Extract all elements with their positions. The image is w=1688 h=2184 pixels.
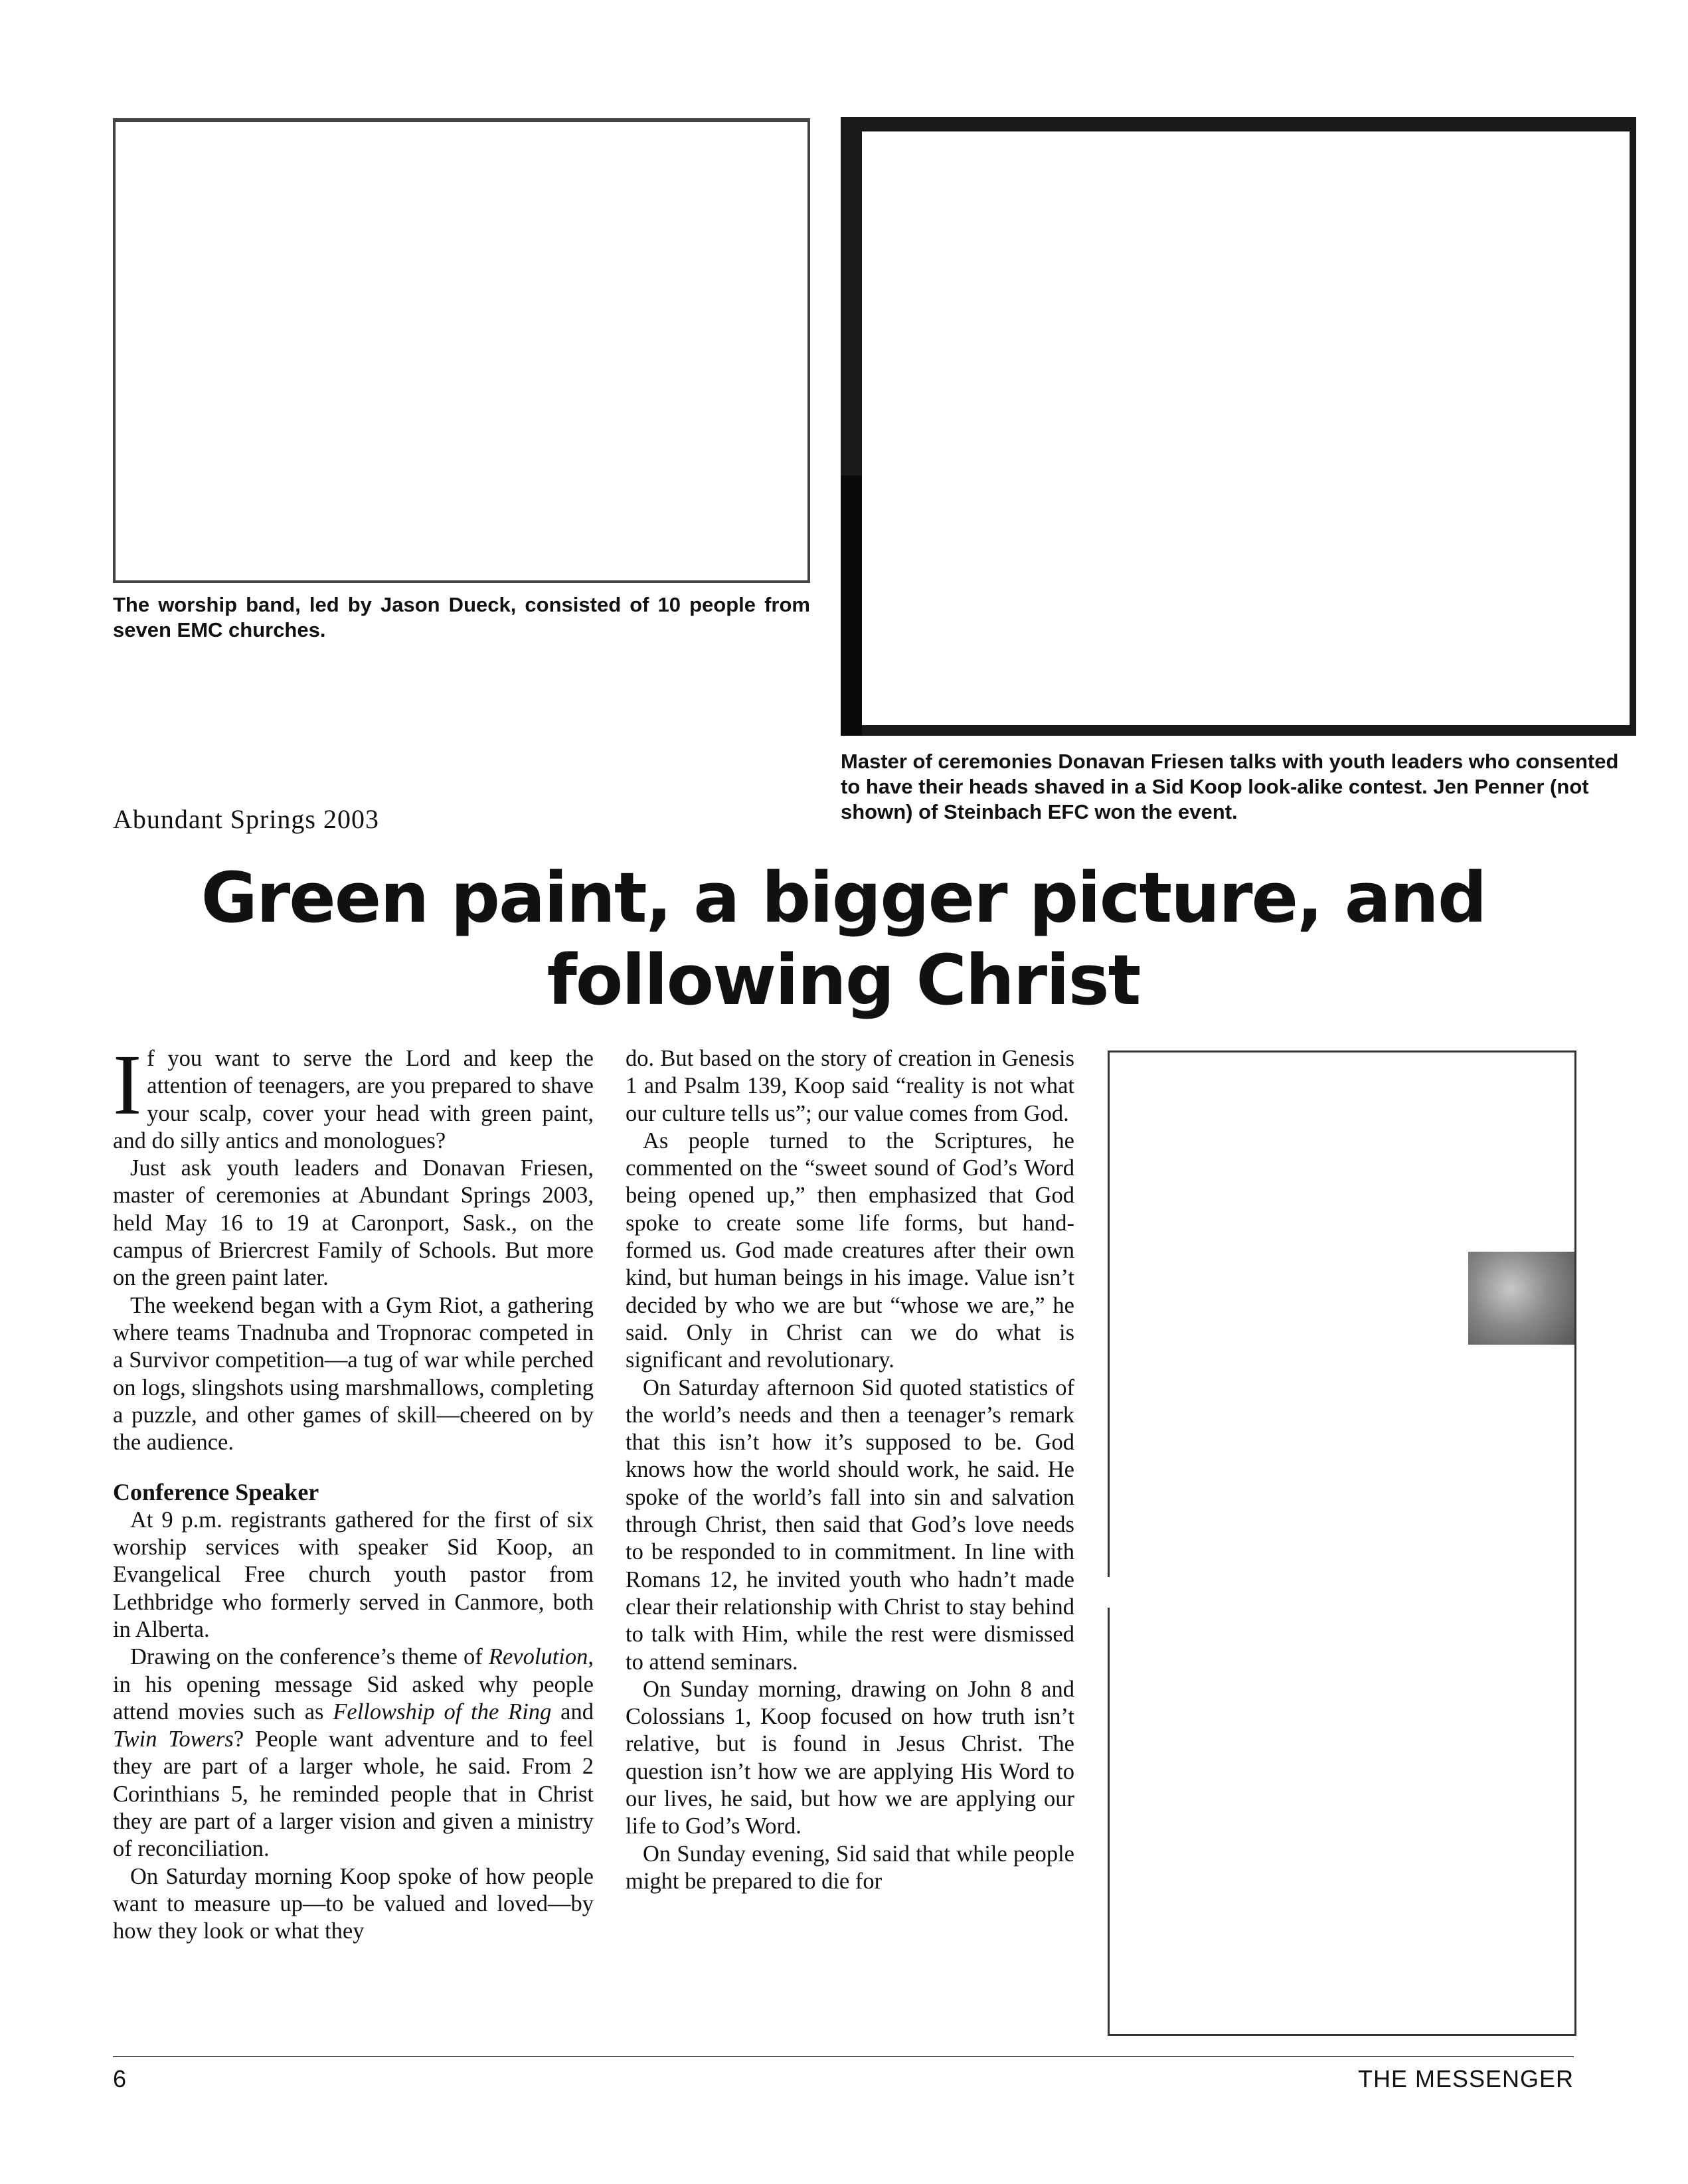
article-column-2 — [626, 1045, 1074, 1895]
article-headline: Green paint, a bigger picture, and following Christ — [201, 857, 1486, 1021]
publication-name: THE MESSENGER — [1357, 2065, 1574, 2092]
photo-border-gap — [1106, 1577, 1114, 1608]
article-paragraph: Drawing on the conference’s theme of Revolution, in his opening message Sid asked why people attend movies such as Fellowship of the Ring and Twin Towers? People want adventure and to feel they are part of a larger whole, he said. From 2 Corinthians 5, he reminded people that in Christ they are part of a larger vision and given a ministry of reconciliation. — [113, 1644, 594, 1862]
master-of-ceremonies-photo — [841, 117, 1636, 736]
photo-dark-edge — [841, 475, 862, 736]
article-paragraph: If you want to serve the Lord and keep the attention of teenagers, are you prepared to shave your scalp, cover your head with green paint, and do silly antics and monologues? — [113, 1037, 594, 1153]
article-paragraph: At 9 p.m. registrants gathered for the first of six worship services with speaker Sid Koop, an Evangelical Free church youth pastor from Lethbridge who formerly served in Canmore, both in Alberta. — [113, 1507, 594, 1642]
article-column-1 — [113, 1037, 594, 1946]
drop-cap: I — [113, 1037, 142, 1133]
article-paragraph: On Saturday afternoon Sid quoted statistics of the world’s needs and then a teenager’s remark that this isn’t how it’s supposed to be. God knows how the world should work, he said. He spoke of the world’s fall into sin and salvation through Christ, then said that God’s love needs to be responded to in commitment. In line with Romans 12, he invited youth who hadn’t made clear their relationship with Christ to stay behind to talk with Him, while the rest were dismissed to attend seminars. — [626, 1375, 1074, 1675]
article-paragraph: On Sunday morning, drawing on John 8 and Colossians 1, Koop focused on how truth isn’t relative, but is found in Jesus Christ. The question isn’t how we are applying His Word to our lives, he said, but how we are applying our life to God’s Word. — [626, 1676, 1074, 1839]
photo-blank-area — [862, 131, 1630, 725]
article-paragraph: On Sunday evening, Sid said that while people might be prepared to die for — [626, 1841, 1074, 1894]
worship-band-caption: The worship band, led by Jason Dueck, consisted of 10 people from seven EMC churches. — [113, 593, 810, 641]
page-number: 6 — [113, 2065, 127, 2092]
conference-photo — [1108, 1050, 1576, 2036]
photo-visible-fragment — [1468, 1252, 1574, 1345]
film-title: Twin Towers — [113, 1726, 234, 1752]
article-paragraph: do. But based on the story of creation in Genesis 1 and Psalm 139, Koop said “reality is not what our culture tells us”; our value comes from God. — [626, 1046, 1074, 1126]
article-kicker: Abundant Springs 2003 — [113, 804, 379, 834]
conference-theme: Revolution — [488, 1644, 588, 1670]
article-paragraph: Just ask youth leaders and Donavan Friesen, master of ceremonies at Abundant Springs 2003, held May 16 to 19 at Caronport, Sask., on the campus of Briercrest Family of Schools. But more on the green paint later. — [113, 1155, 594, 1291]
worship-band-photo — [113, 118, 810, 583]
film-title: Fellowship of the Ring — [333, 1699, 552, 1724]
article-paragraph: On Saturday morning Koop spoke of how people want to measure up—to be valued and loved—by how they look or what they — [113, 1863, 594, 1944]
article-paragraph: As people turned to the Scriptures, he commented on the “sweet sound of God’s Word being opened up,” then emphasized that God spoke to create some life forms, but hand-formed us. God made creatures after their own kind, but human beings in his image. Value isn’t decided by who we are but “whose we are,” he said. Only in Christ can we do what is significant and revolutionary. — [626, 1128, 1074, 1373]
master-of-ceremonies-caption: Master of ceremonies Donavan Friesen talks with youth leaders who consented to have their heads shaved in a Sid Koop look-alike contest. Jen Penner (not shown) of Steinbach EFC won the event. — [841, 750, 1619, 823]
article-paragraph: The weekend began with a Gym Riot, a gathering where teams Tnadnuba and Tropnorac competed in a Survivor competition—a tug of war while perched on logs, slingshots using marshmallows, completing a puzzle, and other games of skill—cheered on by the audience. — [113, 1292, 594, 1456]
section-subhead: Conference Speaker — [113, 1479, 319, 1506]
footer-rule — [113, 2056, 1574, 2057]
